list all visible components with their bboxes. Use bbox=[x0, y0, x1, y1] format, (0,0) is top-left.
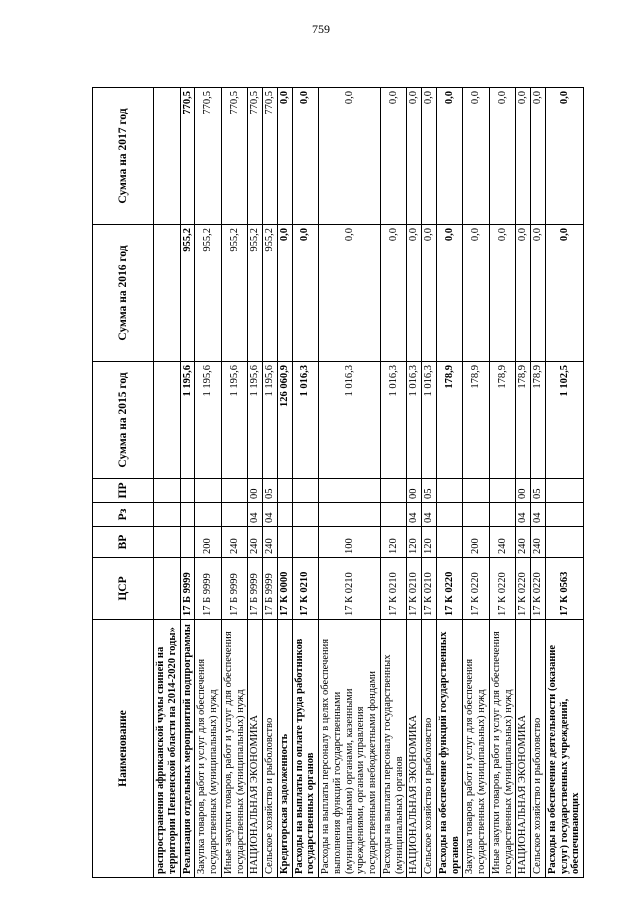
row-sum-2017-cell: 0,0 bbox=[407, 88, 422, 225]
row-csr-cell: 17 К 0210 bbox=[319, 558, 381, 620]
row-csr-cell: 17 Б 9999 bbox=[221, 558, 248, 620]
row-rz-cell bbox=[319, 503, 381, 527]
row-csr-cell: 17 К 0210 bbox=[292, 558, 319, 620]
table-row bbox=[319, 88, 381, 878]
row-sum-2017-cell: 0,0 bbox=[277, 88, 292, 225]
row-pr-cell bbox=[292, 479, 319, 503]
table-row bbox=[516, 88, 531, 878]
row-sum-2015-cell: 1 016,3 bbox=[380, 362, 407, 479]
row-sum-2016-cell: 0,0 bbox=[531, 225, 546, 362]
row-sum-2017-cell: 0,0 bbox=[380, 88, 407, 225]
row-csr-cell: 17 К 0210 bbox=[380, 558, 407, 620]
row-rz-cell: 04 bbox=[531, 503, 546, 527]
row-rz-cell bbox=[180, 503, 195, 527]
row-sum-2016-cell: 0,0 bbox=[319, 225, 381, 362]
table-row bbox=[531, 88, 546, 878]
table-row bbox=[436, 88, 463, 878]
row-rz-cell bbox=[195, 503, 222, 527]
header-vr: ВР bbox=[93, 527, 154, 558]
row-pr-cell bbox=[221, 479, 248, 503]
row-sum-2015-cell: 178,9 bbox=[436, 362, 463, 479]
row-rz-cell bbox=[380, 503, 407, 527]
row-name-cell: НАЦИОНАЛЬНАЯ ЭКОНОМИКА bbox=[248, 620, 263, 878]
row-sum-2015-cell: 1 102,5 bbox=[545, 362, 583, 479]
row-sum-2016-cell: 0,0 bbox=[545, 225, 583, 362]
table-row bbox=[545, 88, 583, 878]
row-sum-2015-cell: 1 195,6 bbox=[221, 362, 248, 479]
row-vr-cell: 240 bbox=[263, 527, 278, 558]
row-pr-cell bbox=[489, 479, 516, 503]
table-row bbox=[180, 88, 195, 878]
row-csr-cell: 17 Б 9999 bbox=[248, 558, 263, 620]
row-pr-cell: 05 bbox=[531, 479, 546, 503]
row-rz-cell bbox=[277, 503, 292, 527]
row-name-cell: Расходы на выплаты персоналу государственных (муниципальных) органов bbox=[380, 620, 407, 878]
row-rz-cell: 04 bbox=[422, 503, 437, 527]
row-csr-cell: 17 Б 9999 bbox=[180, 558, 195, 620]
header-sum-2016: Сумма на 2016 год bbox=[93, 225, 154, 362]
row-vr-cell bbox=[545, 527, 583, 558]
row-sum-2016-cell: 0,0 bbox=[292, 225, 319, 362]
row-rz-cell bbox=[545, 503, 583, 527]
row-csr-cell: 17 К 0220 bbox=[531, 558, 546, 620]
row-rz-cell: 04 bbox=[407, 503, 422, 527]
row-sum-2016-cell: 0,0 bbox=[516, 225, 531, 362]
row-name-cell: распространения африканской чумы свиней на территории Пензенской области на 2014-2020 годы» bbox=[154, 620, 181, 878]
row-vr-cell: 200 bbox=[463, 527, 490, 558]
row-sum-2015-cell: 1 195,6 bbox=[195, 362, 222, 479]
row-rz-cell bbox=[489, 503, 516, 527]
row-sum-2017-cell: 770,5 bbox=[263, 88, 278, 225]
table-row bbox=[380, 88, 407, 878]
row-vr-cell bbox=[292, 527, 319, 558]
row-csr-cell: 17 К 0000 bbox=[277, 558, 292, 620]
row-vr-cell: 120 bbox=[422, 527, 437, 558]
row-name-cell: Закупка товаров, работ и услуг для обеспечения государственных (муниципальных) нужд bbox=[195, 620, 222, 878]
row-csr-cell: 17 К 0210 bbox=[422, 558, 437, 620]
row-rz-cell: 04 bbox=[248, 503, 263, 527]
row-pr-cell: 00 bbox=[407, 479, 422, 503]
row-sum-2015-cell: 1 195,6 bbox=[263, 362, 278, 479]
table-row bbox=[407, 88, 422, 878]
row-vr-cell: 120 bbox=[380, 527, 407, 558]
row-sum-2015-cell bbox=[154, 362, 181, 479]
row-sum-2016-cell: 955,2 bbox=[195, 225, 222, 362]
row-name-cell: Закупка товаров, работ и услуг для обеспечения государственных (муниципальных) нужд bbox=[463, 620, 490, 878]
row-pr-cell bbox=[545, 479, 583, 503]
row-csr-cell: 17 К 0220 bbox=[463, 558, 490, 620]
row-name-cell: Расходы на выплаты по оплате труда работников государственных органов bbox=[292, 620, 319, 878]
row-name-cell: Сельское хозяйство и рыболовство bbox=[263, 620, 278, 878]
row-name-cell: Кредиторская задолженность bbox=[277, 620, 292, 878]
row-vr-cell bbox=[436, 527, 463, 558]
row-sum-2017-cell: 770,5 bbox=[180, 88, 195, 225]
header-sum-2017: Сумма на 2017 год bbox=[93, 88, 154, 225]
row-sum-2017-cell: 770,5 bbox=[248, 88, 263, 225]
row-pr-cell: 00 bbox=[516, 479, 531, 503]
row-name-cell: Реализация отдельных мероприятий подпрограммы bbox=[180, 620, 195, 878]
row-sum-2017-cell: 0,0 bbox=[545, 88, 583, 225]
header-rz: Рз bbox=[93, 503, 154, 527]
header-sum-2015: Сумма на 2015 год bbox=[93, 362, 154, 479]
table-row bbox=[154, 88, 181, 878]
row-sum-2017-cell: 0,0 bbox=[531, 88, 546, 225]
row-pr-cell bbox=[463, 479, 490, 503]
header-name: Наименование bbox=[93, 620, 154, 878]
budget-table bbox=[92, 87, 584, 878]
row-name-cell: Иные закупки товаров, работ и услуг для обеспечения государственных (муниципальных) нужд bbox=[489, 620, 516, 878]
row-vr-cell bbox=[180, 527, 195, 558]
table-row bbox=[292, 88, 319, 878]
row-csr-cell: 17 К 0210 bbox=[407, 558, 422, 620]
row-sum-2016-cell: 955,2 bbox=[263, 225, 278, 362]
row-rz-cell bbox=[436, 503, 463, 527]
rotated-budget-table-container bbox=[92, 88, 582, 878]
row-vr-cell: 240 bbox=[221, 527, 248, 558]
row-sum-2017-cell: 770,5 bbox=[195, 88, 222, 225]
row-sum-2017-cell: 0,0 bbox=[436, 88, 463, 225]
row-sum-2016-cell: 0,0 bbox=[489, 225, 516, 362]
row-pr-cell bbox=[436, 479, 463, 503]
row-name-cell: Расходы на обеспечение функций государственных органов bbox=[436, 620, 463, 878]
row-sum-2016-cell: 0,0 bbox=[422, 225, 437, 362]
row-pr-cell bbox=[154, 479, 181, 503]
row-name-cell: НАЦИОНАЛЬНАЯ ЭКОНОМИКА bbox=[516, 620, 531, 878]
row-vr-cell: 240 bbox=[516, 527, 531, 558]
row-rz-cell bbox=[154, 503, 181, 527]
row-sum-2017-cell bbox=[154, 88, 181, 225]
row-vr-cell: 120 bbox=[407, 527, 422, 558]
row-pr-cell bbox=[195, 479, 222, 503]
row-sum-2016-cell: 0,0 bbox=[380, 225, 407, 362]
row-sum-2015-cell: 178,9 bbox=[531, 362, 546, 479]
row-vr-cell: 240 bbox=[248, 527, 263, 558]
table-row bbox=[489, 88, 516, 878]
row-csr-cell: 17 К 0563 bbox=[545, 558, 583, 620]
row-sum-2017-cell: 0,0 bbox=[516, 88, 531, 225]
header-pr: ПР bbox=[93, 479, 154, 503]
row-sum-2016-cell: 955,2 bbox=[221, 225, 248, 362]
row-sum-2015-cell: 1 195,6 bbox=[248, 362, 263, 479]
row-sum-2015-cell: 1 195,6 bbox=[180, 362, 195, 479]
row-csr-cell bbox=[154, 558, 181, 620]
row-sum-2017-cell: 0,0 bbox=[319, 88, 381, 225]
table-row bbox=[463, 88, 490, 878]
table-row bbox=[277, 88, 292, 878]
row-sum-2015-cell: 178,9 bbox=[463, 362, 490, 479]
row-vr-cell bbox=[277, 527, 292, 558]
row-sum-2017-cell: 0,0 bbox=[292, 88, 319, 225]
row-sum-2015-cell: 178,9 bbox=[489, 362, 516, 479]
table-row bbox=[422, 88, 437, 878]
row-sum-2016-cell bbox=[154, 225, 181, 362]
row-vr-cell: 240 bbox=[489, 527, 516, 558]
row-sum-2016-cell: 0,0 bbox=[277, 225, 292, 362]
row-rz-cell bbox=[463, 503, 490, 527]
row-rz-cell: 04 bbox=[516, 503, 531, 527]
row-sum-2015-cell: 1 016,3 bbox=[319, 362, 381, 479]
table-body bbox=[154, 88, 584, 878]
row-pr-cell: 05 bbox=[263, 479, 278, 503]
row-sum-2016-cell: 0,0 bbox=[436, 225, 463, 362]
table-row bbox=[221, 88, 248, 878]
row-name-cell: Сельское хозяйство и рыболовство bbox=[422, 620, 437, 878]
row-pr-cell bbox=[277, 479, 292, 503]
page-number: 759 bbox=[312, 22, 330, 36]
row-sum-2017-cell: 0,0 bbox=[489, 88, 516, 225]
row-rz-cell: 04 bbox=[263, 503, 278, 527]
row-vr-cell: 100 bbox=[319, 527, 381, 558]
row-sum-2017-cell: 0,0 bbox=[422, 88, 437, 225]
table-row bbox=[248, 88, 263, 878]
row-sum-2015-cell: 1 016,3 bbox=[422, 362, 437, 479]
header-csr: ЦСР bbox=[93, 558, 154, 620]
table-row bbox=[263, 88, 278, 878]
row-pr-cell: 00 bbox=[248, 479, 263, 503]
row-csr-cell: 17 Б 9999 bbox=[263, 558, 278, 620]
row-sum-2015-cell: 178,9 bbox=[516, 362, 531, 479]
row-sum-2016-cell: 0,0 bbox=[463, 225, 490, 362]
row-vr-cell: 200 bbox=[195, 527, 222, 558]
row-sum-2015-cell: 126 060,9 bbox=[277, 362, 292, 479]
row-pr-cell bbox=[319, 479, 381, 503]
row-sum-2015-cell: 1 016,3 bbox=[292, 362, 319, 479]
row-rz-cell bbox=[292, 503, 319, 527]
table-row bbox=[195, 88, 222, 878]
row-vr-cell: 240 bbox=[531, 527, 546, 558]
row-csr-cell: 17 К 0220 bbox=[436, 558, 463, 620]
row-csr-cell: 17 К 0220 bbox=[489, 558, 516, 620]
row-rz-cell bbox=[221, 503, 248, 527]
row-name-cell: Сельское хозяйство и рыболовство bbox=[531, 620, 546, 878]
row-name-cell: Расходы на выплаты персоналу в целях обеспечения выполнения функций государственными (муниципальными) органами, казенными учреждениями, органами управления государственными внебюджетными фондами bbox=[319, 620, 381, 878]
table-header-row bbox=[93, 88, 154, 878]
row-sum-2017-cell: 770,5 bbox=[221, 88, 248, 225]
row-sum-2016-cell: 955,2 bbox=[180, 225, 195, 362]
row-sum-2016-cell: 0,0 bbox=[407, 225, 422, 362]
row-csr-cell: 17 Б 9999 bbox=[195, 558, 222, 620]
row-pr-cell: 05 bbox=[422, 479, 437, 503]
row-sum-2016-cell: 955,2 bbox=[248, 225, 263, 362]
row-sum-2017-cell: 0,0 bbox=[463, 88, 490, 225]
row-csr-cell: 17 К 0220 bbox=[516, 558, 531, 620]
row-pr-cell bbox=[180, 479, 195, 503]
row-sum-2015-cell: 1 016,3 bbox=[407, 362, 422, 479]
row-name-cell: Расходы на обеспечение деятельности (оказание услуг) государственных учреждений, обеспечивающих bbox=[545, 620, 583, 878]
row-name-cell: НАЦИОНАЛЬНАЯ ЭКОНОМИКА bbox=[407, 620, 422, 878]
row-pr-cell bbox=[380, 479, 407, 503]
row-name-cell: Иные закупки товаров, работ и услуг для обеспечения государственных (муниципальных) нужд bbox=[221, 620, 248, 878]
row-vr-cell bbox=[154, 527, 181, 558]
